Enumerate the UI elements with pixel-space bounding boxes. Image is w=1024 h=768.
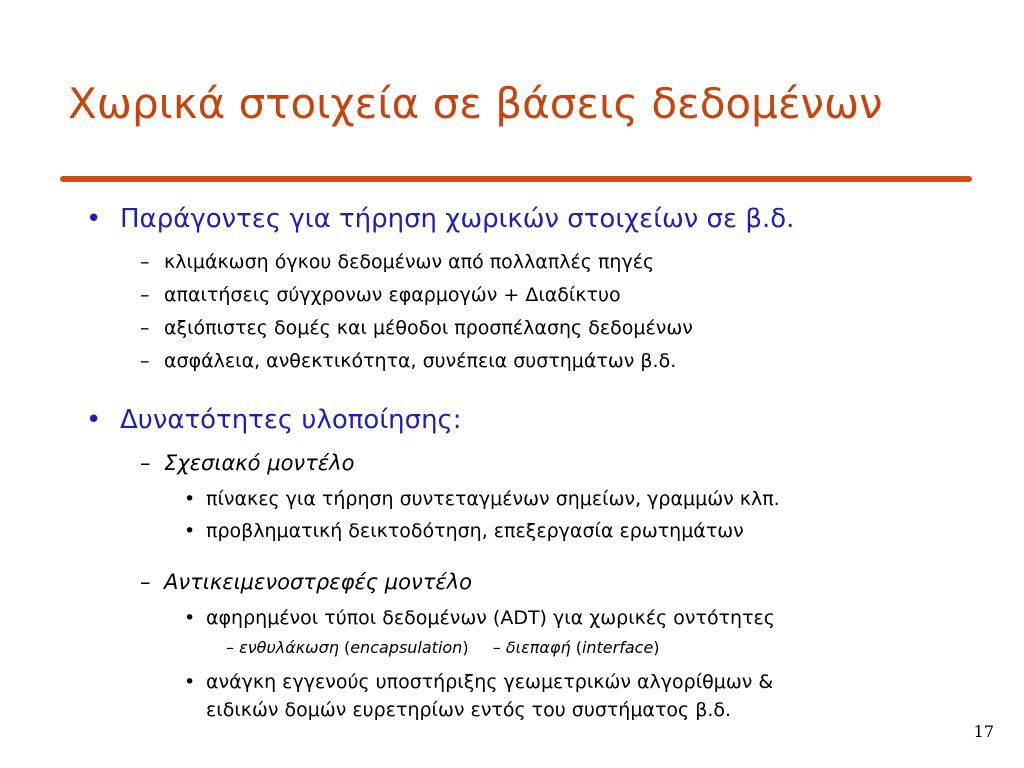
- subsubitem-text: αφηρημένοι τύποι δεδομένων (ADT) για χωρικές οντότητες: [206, 607, 775, 629]
- bullet-text: Παράγοντες για τήρηση χωρικών στοιχείων σε β.δ.: [120, 204, 795, 234]
- term-encapsulation-en: encapsulation: [350, 638, 463, 657]
- subsubitem-text: προβληματική δεικτοδότηση, επεξεργασία ερωτημάτων: [206, 520, 744, 542]
- bullet-marker: •: [184, 488, 196, 510]
- bullet-marker: •: [86, 204, 102, 234]
- term-encapsulation-gr: ενθυλάκωση: [239, 638, 339, 657]
- bullet-marker: •: [184, 671, 196, 693]
- term-interface-en: interface: [581, 638, 654, 657]
- dash-marker: –: [140, 251, 150, 273]
- dash-marker: –: [140, 350, 150, 372]
- paren-open: (: [343, 638, 351, 657]
- dash-marker: –: [140, 451, 151, 475]
- bullet-text: Δυνατότητες υλοποίησης:: [120, 405, 462, 435]
- title-divider: [60, 176, 972, 182]
- subitem-text: Αντικειμενοστρεφές μοντέλο: [164, 570, 473, 594]
- subsubitem-text-cont: ειδικών δομών ευρετηρίων εντός του συστήματος β.δ.: [206, 699, 732, 721]
- dash-marker: –: [140, 317, 150, 339]
- subsubitem-text: πίνακες για τήρηση συντεταγμένων σημείων, γραμμών κλπ.: [206, 488, 780, 510]
- subitem-text: ασφάλεια, ανθεκτικότητα, συνέπεια συστημάτων β.δ.: [164, 350, 677, 372]
- dash-marker: –: [492, 638, 501, 657]
- page-number: 17: [973, 722, 994, 741]
- paren-close: ): [462, 638, 469, 657]
- subitem-text: Σχεσιακό μοντέλο: [164, 451, 355, 475]
- subitem-text: κλιμάκωση όγκου δεδομένων από πολλαπλές πηγές: [164, 251, 655, 273]
- dash-marker: –: [226, 638, 234, 657]
- bullet-marker: •: [86, 405, 102, 435]
- dash-marker: –: [140, 284, 150, 306]
- adt-details: [226, 637, 660, 659]
- subsubitem-text: ανάγκη εγγενούς υποστήριξης γεωμετρικών αλγορίθμων &: [206, 671, 774, 693]
- bullet-marker: •: [184, 607, 196, 629]
- bullet-marker: •: [184, 520, 196, 542]
- dash-marker: –: [140, 570, 151, 594]
- slide-title: Χωρικά στοιχεία σε βάσεις δεδομένων: [68, 79, 883, 128]
- term-interface-gr: διεπαφή: [505, 638, 571, 657]
- subitem-text: απαιτήσεις σύγχρονων εφαρμογών + Διαδίκτυο: [164, 284, 621, 306]
- paren-close: ): [653, 638, 660, 657]
- paren-open: (: [575, 638, 582, 657]
- subitem-text: αξιόπιστες δομές και μέθοδοι προσπέλασης δεδομένων: [164, 317, 693, 339]
